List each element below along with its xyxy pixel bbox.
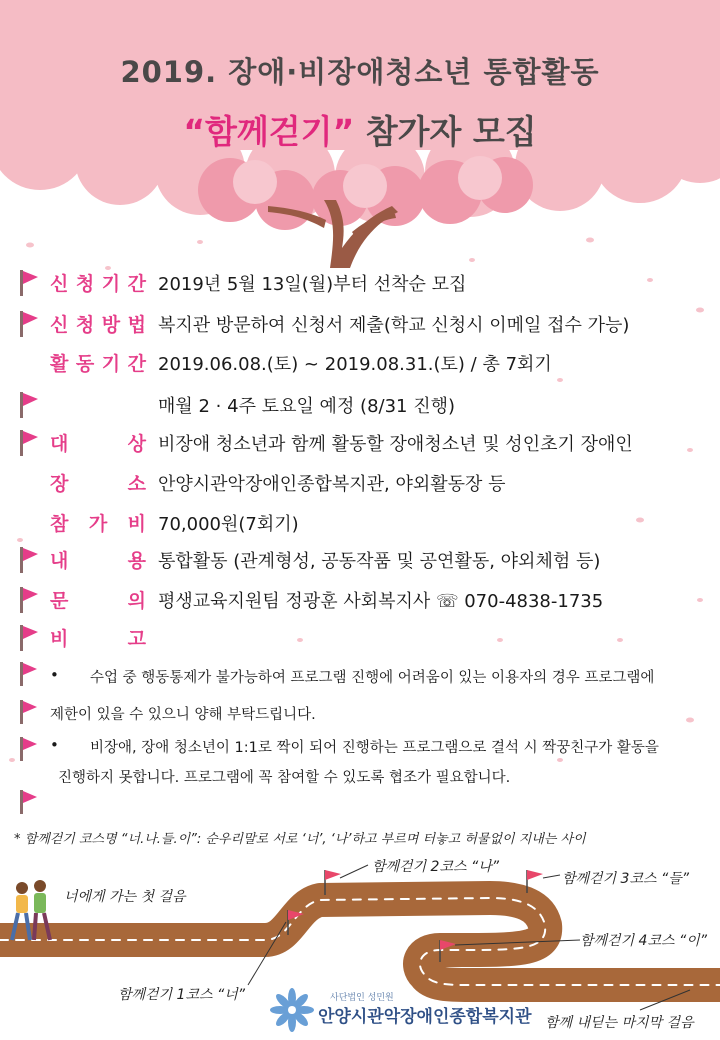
title-quote-open: “ [183, 112, 206, 151]
detail-label-char: 참 [50, 513, 69, 535]
detail-label-char: 법 [127, 314, 146, 336]
detail-label-char: 대 [50, 433, 69, 455]
detail-value: 2019년 5월 13일(월)부터 선착순 모집 [158, 274, 467, 295]
title-quote-close: ” [332, 112, 355, 151]
detail-label-char: 의 [127, 590, 146, 612]
detail-value: 안양시관악장애인종합복지관, 야외활동장 등 [158, 474, 506, 495]
route-course-4-label: 함께걷기 4코스 “이” [580, 933, 707, 949]
note-2-line-1: 비장애, 장애 청소년이 1:1로 짝이 되어 진행하는 프로그램으로 결석 시 짝꿍친구가 활동을 [90, 740, 659, 756]
detail-label-char: 기 [101, 273, 121, 295]
bullet-2: • [50, 736, 59, 754]
detail-label-char: 장 [50, 473, 69, 495]
title-line-1: 2019. 장애·비장애청소년 통합활동 [120, 55, 600, 89]
detail-label-char: 신 [50, 314, 69, 336]
route-course-1-label: 함께걷기 1코스 “너” [118, 987, 245, 1003]
detail-value: 복지관 방문하여 신청서 제출(학교 신청시 이메일 접수 가능) [158, 315, 630, 336]
detail-label-char: 용 [127, 550, 146, 572]
title-rest: 참가자 모집 [354, 112, 537, 151]
detail-label-char: 방 [101, 314, 121, 336]
detail-value: 70,000원(7회기) [158, 514, 299, 535]
detail-label-char: 비 [50, 628, 69, 650]
detail-label-char: 활 [50, 353, 69, 375]
course-name-note: * 함께걷기 코스명 “너.나.들.이”: 순우리말로 서로 ‘너’, ‘나’하고 부르며 터놓고 허물없이 지내는 사이 [14, 832, 586, 847]
org-name: 안양시관악장애인종합복지관 [318, 1007, 532, 1027]
detail-label-char: 문 [50, 590, 69, 612]
note-1-line-2: 제한이 있을 수 있으니 양해 부탁드립니다. [50, 707, 316, 723]
title-highlight: 함께걷기 [205, 112, 333, 151]
detail-label-char: 기 [101, 353, 121, 375]
detail-value: 매월 2 · 4주 토요일 예정 (8/31 진행) [158, 396, 456, 417]
route-start-label: 너에게 가는 첫 걸음 [64, 889, 186, 905]
detail-label-char: 신 [50, 273, 69, 295]
route-course-2-label: 함께걷기 2코스 “나” [372, 859, 499, 875]
detail-value: 평생교육지원팀 정광훈 사회복지사 ☏ 070-4838-1735 [158, 591, 604, 612]
note-1-line-1: 수업 중 행동통제가 불가능하여 프로그램 진행에 어려움이 있는 이용자의 경우 프로그램에 [90, 670, 655, 686]
route-course-3-label: 함께걷기 3코스 “들” [562, 871, 689, 887]
route-end-label: 함께 내딛는 마지막 걸음 [545, 1015, 694, 1031]
detail-label-char: 소 [127, 473, 146, 495]
detail-label-char: 고 [127, 628, 146, 650]
detail-label-char: 동 [75, 353, 95, 375]
detail-value: 통합활동 (관계형성, 공동작품 및 공연활동, 야외체험 등) [158, 551, 601, 572]
detail-label-char: 상 [127, 433, 146, 455]
org-logo-icon [270, 988, 314, 1032]
detail-value: 비장애 청소년과 함께 활동할 장애청소년 및 성인초기 장애인 [158, 434, 633, 455]
detail-label-char: 간 [127, 273, 146, 295]
detail-label-char: 가 [88, 513, 108, 535]
detail-label-char: 내 [50, 550, 69, 572]
detail-label-char: 간 [127, 353, 146, 375]
detail-value: 2019.06.08.(토) ~ 2019.08.31.(토) / 총 7회기 [158, 354, 552, 375]
detail-label-char: 청 [75, 273, 95, 295]
bullet-1: • [50, 666, 59, 684]
note-2-line-2: 진행하지 못합니다. 프로그램에 꼭 참여할 수 있도록 협조가 필요합니다. [58, 770, 511, 786]
org-sub-name: 사단법인 성민원 [330, 993, 394, 1003]
detail-label-char: 비 [127, 513, 146, 535]
detail-label-char: 청 [75, 314, 95, 336]
